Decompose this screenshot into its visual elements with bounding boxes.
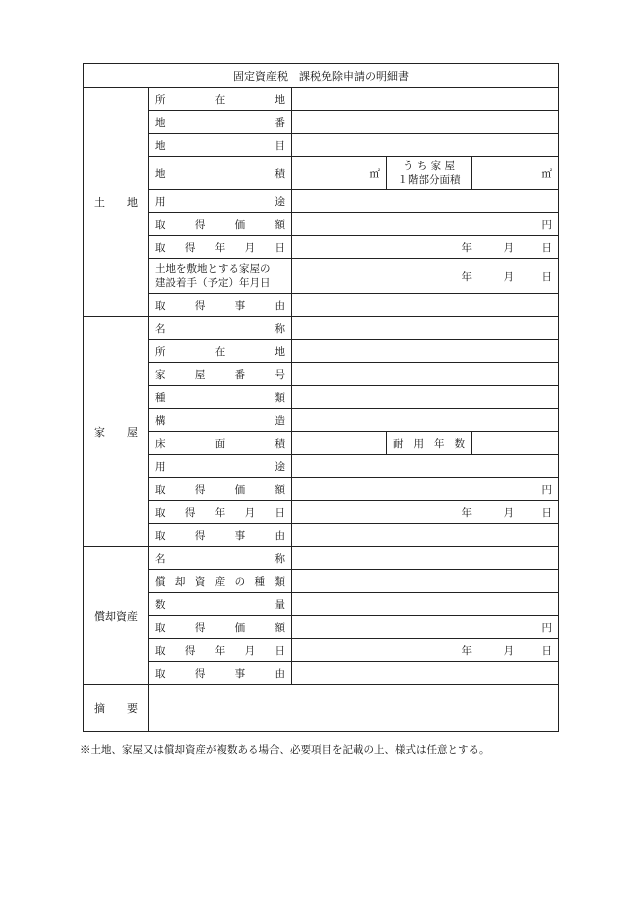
label-land-lot-number: 地 番 [149,111,292,134]
unit-year: 年 [461,506,473,519]
label-land-use: 用 途 [149,190,292,213]
unit-month: 月 [503,270,515,283]
field-useful-life[interactable] [472,432,559,455]
label-land-category: 地 目 [149,134,292,157]
field-land-use[interactable] [292,190,559,213]
label-land-acquisition-price: 取 得 価 額 [149,213,292,236]
field-house-location[interactable] [292,340,559,363]
label-house-structure: 構 造 [149,409,292,432]
section-summary: 摘 要 [84,685,149,732]
field-house-first-floor-area[interactable] [472,157,559,190]
unit-yen: 円 [541,218,553,231]
field-house-structure[interactable] [292,409,559,432]
label-floor-area: 床 面 積 [149,432,292,455]
field-asset-acquisition-price[interactable] [292,616,559,639]
label-house-acquisition-price: 取 得 価 額 [149,478,292,501]
label-house-acquisition-reason: 取 得 事 由 [149,524,292,547]
label-asset-name: 名 称 [149,547,292,570]
unit-yen: 円 [541,483,553,496]
label-useful-life: 耐 用 年 数 [387,432,472,455]
field-land-location[interactable] [292,88,559,111]
label-house-first-floor-area: う ち 家 屋 １階部分面積 [387,157,472,190]
field-land-acquisition-date[interactable] [292,236,559,259]
label-asset-acquisition-reason: 取 得 事 由 [149,662,292,685]
field-house-type[interactable] [292,386,559,409]
label-asset-quantity: 数 量 [149,593,292,616]
field-construction-start-date[interactable] [292,259,559,294]
field-asset-acquisition-date[interactable] [292,639,559,662]
label-asset-acquisition-price: 取 得 価 額 [149,616,292,639]
field-house-name[interactable] [292,317,559,340]
label-construction-start-date: 土地を敷地とする家屋の 建設着手（予定）年月日 [149,259,292,294]
field-floor-area[interactable] [292,432,387,455]
section-depreciable-assets: 償却資産 [84,547,149,685]
label-house-name: 名 称 [149,317,292,340]
unit-month: 月 [503,506,515,519]
label-house-use: 用 途 [149,455,292,478]
field-asset-type[interactable] [292,570,559,593]
unit-month: 月 [503,644,515,657]
unit-year: 年 [461,270,473,283]
label-land-location: 所 在 地 [149,88,292,111]
unit-year: 年 [461,241,473,254]
unit-day: 日 [541,241,553,254]
unit-sqm: ㎡ [369,167,380,180]
field-land-category[interactable] [292,134,559,157]
section-land: 土 地 [84,88,149,317]
field-land-area[interactable] [292,157,387,190]
label-land-acquisition-reason: 取 得 事 由 [149,294,292,317]
field-land-acquisition-reason[interactable] [292,294,559,317]
field-asset-acquisition-reason[interactable] [292,662,559,685]
label-asset-type: 償 却 資 産 の 種 類 [149,570,292,593]
unit-year: 年 [461,644,473,657]
label-house-acquisition-date: 取 得 年 月 日 [149,501,292,524]
label-asset-acquisition-date: 取 得 年 月 日 [149,639,292,662]
field-house-acquisition-price[interactable] [292,478,559,501]
form-title: 固定資産税 課税免除申請の明細書 [84,64,559,88]
unit-day: 日 [541,270,553,283]
field-house-acquisition-reason[interactable] [292,524,559,547]
unit-day: 日 [541,506,553,519]
label-house-number: 家 屋 番 号 [149,363,292,386]
field-land-lot-number[interactable] [292,111,559,134]
unit-month: 月 [503,241,515,254]
label-house-location: 所 在 地 [149,340,292,363]
unit-yen: 円 [541,621,553,634]
field-asset-name[interactable] [292,547,559,570]
unit-day: 日 [541,644,553,657]
field-asset-quantity[interactable] [292,593,559,616]
field-land-acquisition-price[interactable] [292,213,559,236]
footnote: ※土地、家屋又は償却資産が複数ある場合、必要項目を記載の上、様式は任意とする。 [80,744,490,756]
section-house: 家 屋 [84,317,149,547]
label-house-type: 種 類 [149,386,292,409]
field-house-number[interactable] [292,363,559,386]
application-detail-form [83,63,559,732]
field-house-acquisition-date[interactable] [292,501,559,524]
field-summary[interactable] [149,685,559,732]
unit-sqm: ㎡ [541,167,553,180]
field-house-use[interactable] [292,455,559,478]
label-land-area: 地 積 [149,157,292,190]
label-land-acquisition-date: 取 得 年 月 日 [149,236,292,259]
